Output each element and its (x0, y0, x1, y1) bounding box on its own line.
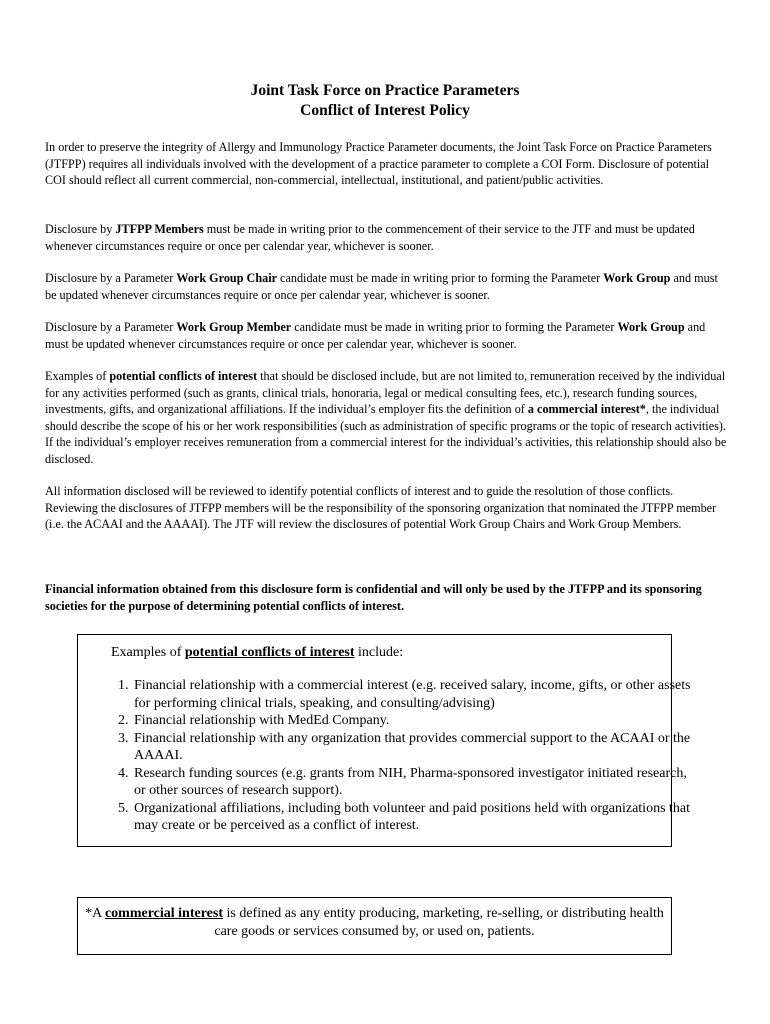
intro-paragraph: In order to preserve the integrity of Allergy and Immunology Practice Parameter documents, the Joint Task Force on Practice Parameters (JTFPP) requires all individuals involved with the development of a practice parameter to complete a COI Form. Disclosure of potential COI should reflect all current commercial, non-commercial, intellectual, institutional, and patient/public activities. (45, 140, 712, 187)
chair-paragraph: Disclosure by a Parameter Work Group Chair candidate must be made in writing prior to forming the Parameter Work Group and must be updated whenever circumstances require or once per calendar year, whichever is sooner. (45, 271, 718, 302)
title-line-2: Conflict of Interest Policy (300, 102, 470, 119)
examples-paragraph: Examples of potential conflicts of interest that should be disclosed include, but are not limited to, remuneration received by the individual for any activities performed (such as grants, clinical trials, honoraria, legal or medical consulting fees, etc.), research funding sources, investments, gifts, and organizational affiliations. If the individual’s employer fits the definition of a commercial interest*, the individual should describe the scope of his or her work responsibilities (such as administration of specific programs or the topic of research activities). If the individual’s employer receives remuneration from a commercial interest for the individual’s activities, this relationship should also be disclosed. (45, 369, 727, 466)
list-item: 3. Financial relationship with any organization that provides commercial support to the ACAAI or the AAAAI. (132, 730, 692, 765)
list-item: 2. Financial relationship with MedEd Company. (132, 712, 692, 730)
title-line-1: Joint Task Force on Practice Parameters (250, 82, 520, 99)
examples-list (78, 677, 692, 835)
member-paragraph: Disclosure by a Parameter Work Group Member candidate must be made in writing prior to forming the Parameter Work Group and must be updated whenever circumstances require or once per calendar year, whichever is sooner. (45, 320, 706, 351)
list-item: 4. Research funding sources (e.g. grants from NIH, Pharma-sponsored investigator initiated research, or other sources of research support). (132, 765, 692, 800)
definition-box: *A commercial interest is defined as any entity producing, marketing, re-selling, or distributing health care goods or services consumed by, or used on, patients. (77, 897, 672, 955)
confidential-notice: Financial information obtained from this disclosure form is confidential and will only be used by the JTFPP and its sponsoring societies for the purpose of determining potential conflicts of interest. (45, 582, 702, 613)
examples-box (77, 634, 691, 847)
review-paragraph: All information disclosed will be reviewed to identify potential conflicts of interest and to guide the resolution of those conflicts. Reviewing the disclosures of JTFPP members will be the responsibility of the sponsoring organization that nominated the JTFPP member (i.e. the ACAAI and the AAAAI). The JTF will review the disclosures of potential Work Group Chairs and Work Group Members. (45, 484, 717, 531)
list-item: 1. Financial relationship with a commercial interest (e.g. received salary, income, gifts, or other assets for performing clinical trials, speaking, and consulting/advising) (132, 677, 692, 712)
examples-box-heading: Examples of potential conflicts of interest include: (111, 645, 404, 660)
members-paragraph: Disclosure by JTFPP Members must be made in writing prior to the commencement of their service to the JTF and must be updated whenever circumstances require or once per calendar year, whichever is sooner. (45, 222, 695, 253)
list-item: 5. Organizational affiliations, including both volunteer and paid positions held with organizations that may create or be perceived as a conflict of interest. (132, 800, 692, 835)
